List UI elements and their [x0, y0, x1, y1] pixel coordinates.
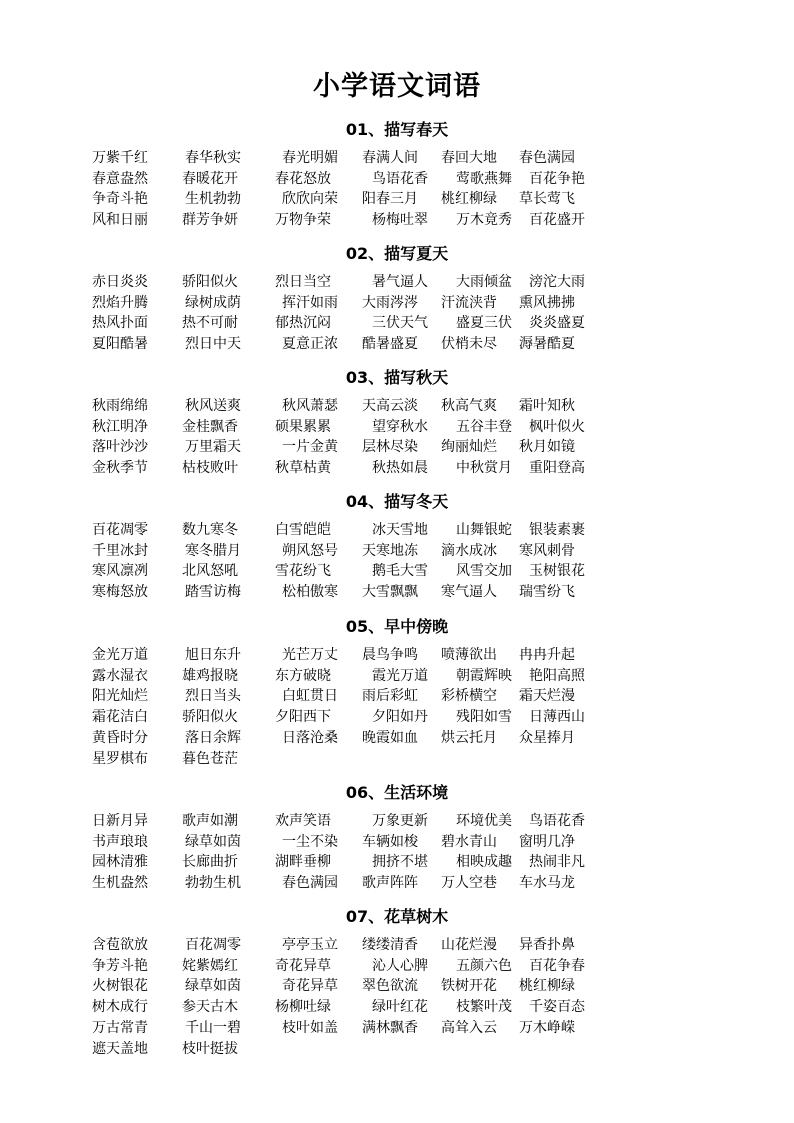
vocabulary-word: 生机勃勃 — [185, 191, 241, 208]
vocabulary-word: 春光明媚 — [282, 150, 338, 166]
vocabulary-word: 秋热如晨 — [372, 460, 428, 477]
vocabulary-word: 大雪飘飘 — [362, 584, 418, 601]
vocabulary-word: 三伏天气 — [372, 315, 428, 332]
vocabulary-word: 书声琅琅 — [92, 833, 148, 850]
vocabulary-word: 银装素裹 — [529, 522, 585, 538]
vocabulary-word: 车辆如梭 — [362, 833, 418, 850]
vocabulary-word: 松柏傲寒 — [282, 584, 338, 601]
vocabulary-word: 东方破晓 — [275, 667, 331, 684]
section-heading: 07、花草树木 — [345, 907, 449, 926]
vocabulary-word: 秋江明净 — [92, 418, 148, 435]
vocabulary-word: 湖畔垂柳 — [275, 854, 331, 871]
vocabulary-word: 桃红柳绿 — [441, 191, 497, 208]
vocabulary-word: 勃勃生机 — [185, 875, 241, 892]
vocabulary-word: 铁树开花 — [441, 978, 497, 995]
vocabulary-word: 万里霜天 — [185, 439, 241, 456]
vocabulary-word: 阳光灿烂 — [92, 688, 148, 705]
vocabulary-word: 熏风拂拂 — [519, 294, 575, 311]
vocabulary-word: 踏雪访梅 — [185, 584, 241, 601]
vocabulary-word: 落日余辉 — [185, 729, 241, 746]
vocabulary-word: 白虹贯日 — [282, 688, 338, 705]
vocabulary-word: 落叶沙沙 — [92, 439, 148, 456]
vocabulary-word: 冰天雪地 — [372, 522, 428, 538]
vocabulary-word: 园林清雅 — [92, 854, 148, 871]
vocabulary-word: 草长莺飞 — [519, 191, 575, 208]
vocabulary-word: 旭日东升 — [185, 647, 241, 663]
vocabulary-word: 鸟语花香 — [529, 813, 585, 829]
vocabulary-word: 喷薄欲出 — [441, 647, 497, 663]
vocabulary-word: 翠色欲流 — [362, 978, 418, 995]
page-title: 小学语文词语 — [313, 71, 481, 102]
vocabulary-word: 烈日中天 — [185, 336, 241, 353]
vocabulary-word: 鹅毛大雪 — [372, 563, 428, 580]
vocabulary-word: 奇花异草 — [275, 957, 331, 974]
vocabulary-word: 春花怒放 — [275, 170, 331, 187]
vocabulary-word: 朝霞辉映 — [456, 667, 512, 684]
vocabulary-word: 望穿秋水 — [372, 418, 428, 435]
vocabulary-word: 玉树银花 — [529, 563, 585, 580]
vocabulary-word: 枫叶似火 — [529, 418, 585, 435]
vocabulary-word: 黄昏时分 — [92, 729, 148, 746]
vocabulary-word: 残阳如雪 — [456, 709, 512, 726]
vocabulary-word: 万人空巷 — [441, 875, 497, 892]
vocabulary-word: 万紫千红 — [92, 150, 148, 166]
vocabulary-word: 一片金黄 — [282, 439, 338, 456]
vocabulary-word: 暑气逼人 — [372, 274, 428, 290]
vocabulary-word: 炎炎盛夏 — [529, 315, 585, 332]
vocabulary-word: 晨鸟争鸣 — [362, 647, 418, 663]
vocabulary-word: 百花争春 — [529, 957, 585, 974]
vocabulary-word: 霞光万道 — [372, 667, 428, 684]
vocabulary-word: 霜花洁白 — [92, 709, 148, 726]
vocabulary-word: 风雪交加 — [456, 563, 512, 580]
vocabulary-word: 绿草如茵 — [185, 978, 241, 995]
vocabulary-word: 日薄西山 — [529, 709, 585, 726]
vocabulary-word: 大雨涔涔 — [362, 294, 418, 311]
vocabulary-word: 金桂飘香 — [182, 418, 238, 435]
vocabulary-word: 金秋季节 — [92, 460, 148, 477]
vocabulary-word: 相映成趣 — [456, 854, 512, 871]
vocabulary-word: 溽暑酷夏 — [519, 336, 575, 353]
vocabulary-word: 伏梢未尽 — [441, 336, 497, 353]
vocabulary-word: 夏阳酷暑 — [92, 336, 148, 353]
section-heading: 03、描写秋天 — [345, 368, 449, 387]
vocabulary-word: 中秋赏月 — [456, 460, 512, 477]
vocabulary-word: 树木成行 — [92, 999, 148, 1016]
vocabulary-word: 百花凋零 — [185, 937, 241, 953]
section-heading: 06、生活环境 — [345, 783, 449, 802]
vocabulary-word: 骄阳似火 — [182, 709, 238, 726]
vocabulary-word: 争奇斗艳 — [92, 191, 148, 208]
vocabulary-word: 长廊曲折 — [182, 854, 238, 871]
vocabulary-word: 枝叶挺拔 — [182, 1040, 238, 1057]
vocabulary-word: 亭亭玉立 — [282, 937, 338, 953]
vocabulary-word: 众星捧月 — [519, 729, 575, 746]
vocabulary-word: 山舞银蛇 — [456, 522, 512, 538]
vocabulary-word: 生机盎然 — [92, 875, 148, 892]
vocabulary-word: 歌声阵阵 — [362, 875, 418, 892]
vocabulary-word: 秋草枯黄 — [275, 460, 331, 477]
vocabulary-word: 奇花异草 — [282, 978, 338, 995]
vocabulary-word: 夏意正浓 — [282, 336, 338, 353]
vocabulary-word: 异香扑鼻 — [519, 937, 575, 953]
vocabulary-word: 歌声如潮 — [182, 813, 238, 829]
vocabulary-word: 霜叶知秋 — [519, 398, 575, 414]
vocabulary-word: 烈日当头 — [185, 688, 241, 705]
vocabulary-word: 高耸入云 — [441, 1019, 497, 1036]
vocabulary-word: 万木竟秀 — [456, 212, 512, 229]
vocabulary-word: 重阳登高 — [529, 460, 585, 477]
section-heading: 02、描写夏天 — [345, 244, 449, 263]
vocabulary-word: 春意盎然 — [92, 170, 148, 187]
vocabulary-word: 天高云淡 — [362, 398, 418, 414]
vocabulary-word: 酷暑盛夏 — [362, 336, 418, 353]
vocabulary-word: 沁人心脾 — [372, 957, 428, 974]
vocabulary-word: 环境优美 — [456, 813, 512, 829]
vocabulary-word: 郁热沉闷 — [275, 315, 331, 332]
vocabulary-word: 碧水青山 — [441, 833, 497, 850]
vocabulary-word: 朔风怒号 — [282, 542, 338, 559]
vocabulary-word: 枯枝败叶 — [182, 460, 238, 477]
vocabulary-word: 春色满园 — [519, 150, 575, 166]
vocabulary-word: 春暖花开 — [182, 170, 238, 187]
vocabulary-word: 含苞欲放 — [92, 937, 148, 953]
vocabulary-word: 百花争艳 — [529, 170, 585, 187]
vocabulary-word: 赤日炎炎 — [92, 274, 148, 290]
vocabulary-word: 百花盛开 — [529, 212, 585, 229]
vocabulary-word: 烈焰升腾 — [92, 294, 148, 311]
vocabulary-word: 绚丽灿烂 — [441, 439, 497, 456]
vocabulary-word: 万木峥嵘 — [519, 1019, 575, 1036]
vocabulary-word: 争芳斗艳 — [92, 957, 148, 974]
section-heading: 04、描写冬天 — [345, 492, 449, 511]
section-heading: 05、早中傍晚 — [345, 617, 449, 636]
vocabulary-word: 秋风送爽 — [185, 398, 241, 414]
vocabulary-word: 春满人间 — [362, 150, 418, 166]
vocabulary-word: 万古常青 — [92, 1019, 148, 1036]
vocabulary-word: 光芒万丈 — [282, 647, 338, 663]
vocabulary-word: 一尘不染 — [282, 833, 338, 850]
vocabulary-word: 秋雨绵绵 — [92, 398, 148, 414]
vocabulary-word: 烈日当空 — [275, 274, 331, 290]
section-heading: 01、描写春天 — [345, 120, 449, 139]
vocabulary-word: 热风扑面 — [92, 315, 148, 332]
vocabulary-word: 雄鸡报晓 — [182, 667, 238, 684]
vocabulary-word: 晚霞如血 — [362, 729, 418, 746]
vocabulary-word: 千山一碧 — [185, 1019, 241, 1036]
vocabulary-word: 缕缕清香 — [362, 937, 418, 953]
vocabulary-word: 五颜六色 — [456, 957, 512, 974]
vocabulary-word: 硕果累累 — [275, 418, 331, 435]
vocabulary-word: 车水马龙 — [519, 875, 575, 892]
vocabulary-word: 满林飘香 — [362, 1019, 418, 1036]
vocabulary-word: 百花凋零 — [92, 522, 148, 538]
vocabulary-word: 寒风凛冽 — [92, 563, 148, 580]
vocabulary-word: 春华秋实 — [185, 150, 241, 166]
vocabulary-word: 大雨倾盆 — [456, 274, 512, 290]
vocabulary-word: 风和日丽 — [92, 212, 148, 229]
vocabulary-word: 秋高气爽 — [441, 398, 497, 414]
vocabulary-word: 五谷丰登 — [456, 418, 512, 435]
vocabulary-word: 数九寒冬 — [182, 522, 238, 538]
vocabulary-word: 万象更新 — [372, 813, 428, 829]
vocabulary-word: 绿树成荫 — [185, 294, 241, 311]
vocabulary-word: 冉冉升起 — [519, 647, 575, 663]
vocabulary-word: 滴水成冰 — [441, 542, 497, 559]
vocabulary-word: 骄阳似火 — [182, 274, 238, 290]
vocabulary-word: 鸟语花香 — [372, 170, 428, 187]
vocabulary-word: 火树银花 — [92, 978, 148, 995]
vocabulary-word: 汗流浃背 — [441, 294, 497, 311]
vocabulary-word: 盛夏三伏 — [456, 315, 512, 332]
vocabulary-word: 白雪皑皑 — [275, 522, 331, 538]
vocabulary-word: 瑞雪纷飞 — [519, 584, 575, 601]
vocabulary-word: 彩桥横空 — [441, 688, 497, 705]
vocabulary-word: 杨梅吐翠 — [372, 212, 428, 229]
vocabulary-word: 夕阳如丹 — [372, 709, 428, 726]
vocabulary-word: 热闹非凡 — [529, 854, 585, 871]
vocabulary-word: 桃红柳绿 — [519, 978, 575, 995]
vocabulary-word: 绿叶红花 — [372, 999, 428, 1016]
vocabulary-word: 寒气逼人 — [441, 584, 497, 601]
vocabulary-word: 姹紫嫣红 — [182, 957, 238, 974]
vocabulary-word: 春回大地 — [441, 150, 497, 166]
vocabulary-word: 北风怒吼 — [182, 563, 238, 580]
vocabulary-word: 天寒地冻 — [362, 542, 418, 559]
vocabulary-word: 寒冬腊月 — [185, 542, 241, 559]
vocabulary-word: 金光万道 — [92, 647, 148, 663]
vocabulary-word: 暮色苍茫 — [182, 750, 238, 767]
vocabulary-word: 阳春三月 — [362, 191, 418, 208]
vocabulary-word: 绿草如茵 — [185, 833, 241, 850]
vocabulary-word: 参天古木 — [182, 999, 238, 1016]
vocabulary-word: 枝叶如盖 — [282, 1019, 338, 1036]
vocabulary-word: 欣欣向荣 — [282, 191, 338, 208]
vocabulary-word: 寒梅怒放 — [92, 584, 148, 601]
vocabulary-word: 日新月异 — [92, 813, 148, 829]
vocabulary-word: 莺歌燕舞 — [456, 170, 512, 187]
vocabulary-word: 寒风刺骨 — [519, 542, 575, 559]
vocabulary-word: 万物争荣 — [275, 212, 331, 229]
vocabulary-word: 日落沧桑 — [282, 729, 338, 746]
vocabulary-word: 烘云托月 — [441, 729, 497, 746]
vocabulary-word: 热不可耐 — [182, 315, 238, 332]
vocabulary-word: 夕阳西下 — [275, 709, 331, 726]
vocabulary-word: 雨后彩虹 — [362, 688, 418, 705]
vocabulary-word: 千姿百态 — [529, 999, 585, 1016]
vocabulary-word: 艳阳高照 — [529, 667, 585, 684]
vocabulary-word: 星罗棋布 — [92, 750, 148, 767]
vocabulary-word: 群芳争妍 — [182, 212, 238, 229]
vocabulary-word: 欢声笑语 — [275, 813, 331, 829]
vocabulary-word: 秋风萧瑟 — [282, 398, 338, 414]
vocabulary-word: 滂沱大雨 — [529, 274, 585, 290]
vocabulary-word: 秋月如镜 — [519, 439, 575, 456]
vocabulary-word: 露水湿衣 — [92, 667, 148, 684]
vocabulary-word: 拥挤不堪 — [372, 854, 428, 871]
vocabulary-word: 层林尽染 — [362, 439, 418, 456]
vocabulary-word: 窗明几净 — [519, 833, 575, 850]
vocabulary-word: 枝繁叶茂 — [456, 999, 512, 1016]
vocabulary-word: 杨柳吐绿 — [275, 999, 331, 1016]
vocabulary-word: 挥汗如雨 — [282, 294, 338, 311]
vocabulary-word: 春色满园 — [282, 875, 338, 892]
vocabulary-word: 雪花纷飞 — [275, 563, 331, 580]
vocabulary-word: 遮天盖地 — [92, 1040, 148, 1057]
vocabulary-word: 千里冰封 — [92, 542, 148, 559]
vocabulary-word: 霜天烂漫 — [519, 688, 575, 705]
vocabulary-word: 山花烂漫 — [441, 937, 497, 953]
